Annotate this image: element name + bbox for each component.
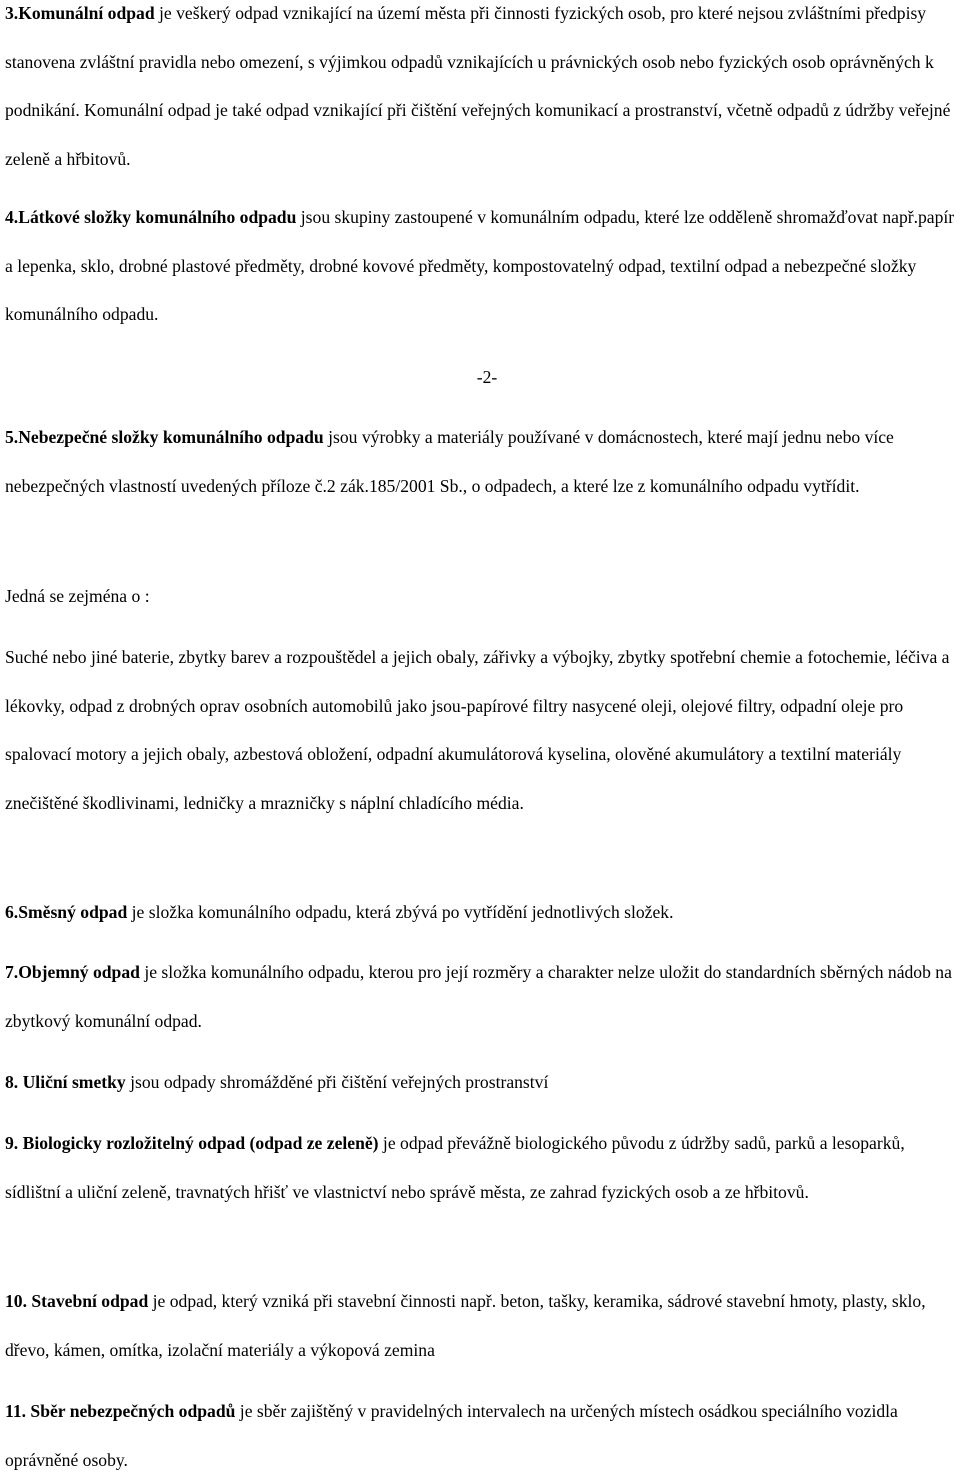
section-5-text: jsou výrobky a materiály používané v domácnostech, které mají jednu nebo více nebezpečných vlastností uvedených příloze č.2 zák.185/2001 Sb., o odpadech, a které lze z komunálního odpadu vytřídit. <box>5 427 894 496</box>
section-11 <box>5 1387 957 1484</box>
section-8-number: 8. <box>5 1072 19 1092</box>
section-3 <box>5 0 957 183</box>
section-4-number: 4. <box>5 207 19 227</box>
section-7-text: je složka komunálního odpadu, kterou pro její rozměry a charakter nelze uložit do standardních sběrných nádob na zbytkový komunální odpad. <box>5 962 952 1031</box>
section-6 <box>5 888 957 937</box>
section-10 <box>5 1277 957 1374</box>
section-6-number: 6. <box>5 902 19 922</box>
section-10-term: Stavební odpad <box>27 1291 149 1311</box>
section-5-intro: Jedná se zejména o : <box>5 586 150 606</box>
section-11-number: 11. <box>5 1401 27 1421</box>
page-number: -2- <box>476 367 498 387</box>
section-3-number: 3. <box>5 3 19 23</box>
section-7-number: 7. <box>5 962 19 982</box>
section-3-term: Komunální odpad <box>18 3 155 23</box>
section-6-term: Směsný odpad <box>18 902 128 922</box>
section-4-text: jsou skupiny zastoupené v komunálním odpadu, které lze odděleně shromažďovat např.papír a lepenka, sklo, drobné plastové předměty, drobné kovové předměty, kompostovatelný odpad, textilní odpad a nebezpečné složky komunálního odpadu. <box>5 207 955 324</box>
section-3-text: je veškerý odpad vznikající na území města při činnosti fyzických osob, pro které nejsou zvláštními předpisy stanovena zvláštní pravidla nebo omezení, s výjimkou odpadů vznikajících u právnických osob nebo fyzických osob oprávněných k podnikání. Komunální odpad je také odpad vznikající při čištění veřejných komunikací a prostranství, včetně odpadů z údržby veřejné zeleně a hřbitovů. <box>5 3 951 169</box>
section-11-term: Sběr nebezpečných odpadů <box>26 1401 236 1421</box>
section-10-number: 10. <box>5 1291 27 1311</box>
section-5-term: Nebezpečné složky komunálního odpadu <box>18 427 324 447</box>
section-5-list: Suché nebo jiné baterie, zbytky barev a rozpouštědel a jejich obaly, zářivky a výbojky, zbytky spotřební chemie a fotochemie, léčiva a lékovky, odpad z drobných oprav osobních automobilů jako jsou-papírové filtry nasycené oleji, olejové filtry, odpadní oleje pro spalovací motory a jejich obaly, azbestová obložení, odpadní akumulátorová kyselina, olověné akumulátory a textilní materiály znečištěné škodlivinami, ledničky a mrazničky s náplní chladícího média. <box>5 647 950 813</box>
section-10-text: je odpad, který vzniká při stavební činnosti např. beton, tašky, keramika, sádrové stavební hmoty, plasty, sklo, dřevo, kámen, omítka, izolační materiály a výkopová zemina <box>5 1291 926 1360</box>
section-7 <box>5 948 957 1045</box>
section-7-term: Objemný odpad <box>18 962 140 982</box>
section-8-text: jsou odpady shromážděné při čištění veřejných prostranství <box>125 1072 549 1092</box>
section-9-text: je odpad převážně biologického původu z údržby sadů, parků a lesoparků, sídlištní a uliční zeleně, travnatých hřišť ve vlastnictví nebo správě města, ze zahrad fyzických osob a ze hřbitovů. <box>5 1133 905 1202</box>
section-8-term: Uliční smetky <box>18 1072 126 1092</box>
section-4 <box>5 193 957 339</box>
section-9 <box>5 1119 957 1216</box>
section-8 <box>5 1058 957 1107</box>
section-9-number: 9. <box>5 1133 19 1153</box>
section-5-number: 5. <box>5 427 19 447</box>
section-11-text: je sběr zajištěný v pravidelných intervalech na určených místech osádkou speciálního vozidla oprávněné osoby. <box>5 1401 898 1470</box>
section-6-text: je složka komunálního odpadu, která zbývá po vytřídění jednotlivých složek. <box>127 902 674 922</box>
section-5 <box>5 413 957 510</box>
section-4-term: Látkové složky komunálního odpadu <box>18 207 297 227</box>
section-9-term: Biologicky rozložitelný odpad (odpad ze zeleně) <box>18 1133 379 1153</box>
